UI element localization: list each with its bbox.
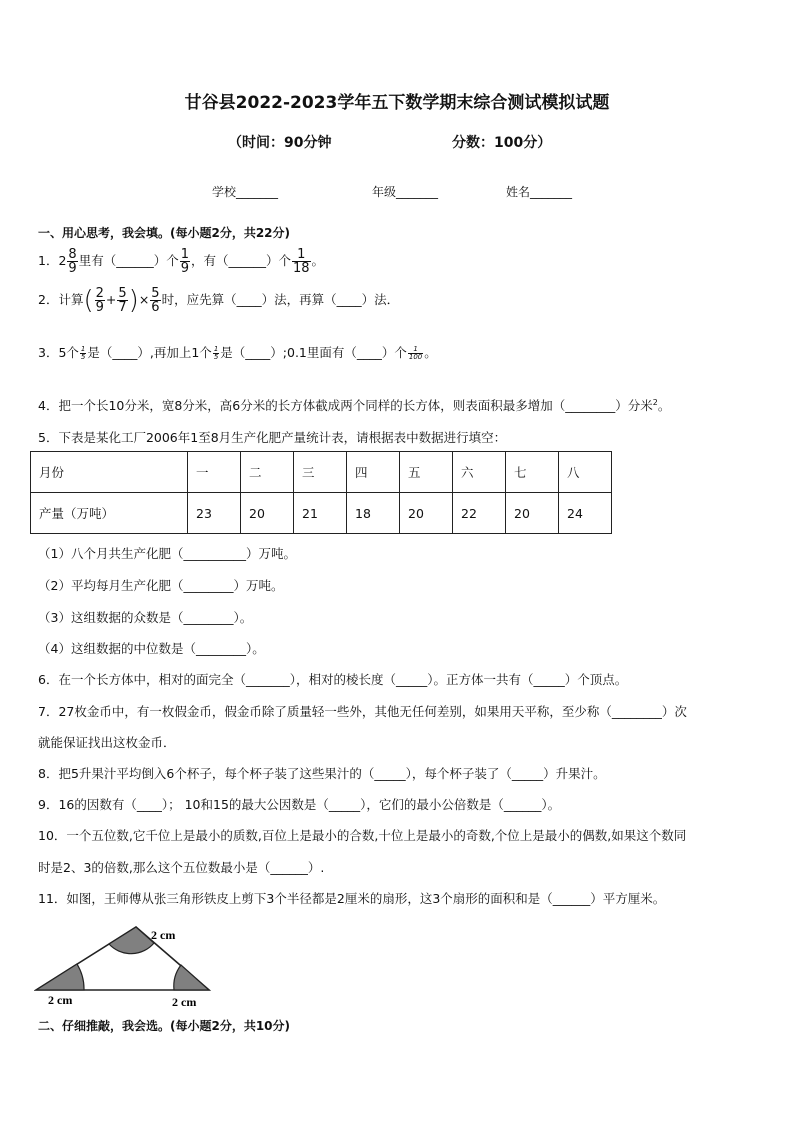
label-top: 2 cm bbox=[151, 928, 176, 942]
question-6: 6．在一个长方体中，相对的面完全（_______），相对的棱长度（_____）。正方体一共有（_____）个顶点。 bbox=[38, 672, 628, 687]
fraction: $\frac{8}{9}$ bbox=[68, 247, 77, 276]
table-row bbox=[31, 452, 612, 493]
question-5-part-4: （4）这组数据的中位数是（________）。 bbox=[38, 641, 265, 656]
table-cell: 七 bbox=[506, 452, 559, 493]
table-cell: 20 bbox=[506, 493, 559, 534]
table-cell: 23 bbox=[188, 493, 241, 534]
fraction: $\frac{1}{5}$ bbox=[213, 345, 219, 361]
table-cell: 四 bbox=[347, 452, 400, 493]
table-cell: 20 bbox=[241, 493, 294, 534]
table-cell: 一 bbox=[188, 452, 241, 493]
fraction: $\frac{5}{7}$ bbox=[118, 286, 127, 315]
section-1-heading: 一、用心思考，我会填。(每小题2分，共22分) bbox=[38, 226, 291, 240]
school-field: 学校_______ bbox=[212, 185, 279, 199]
question-1: 1．2 $\frac{8}{9}$ 里有（______）个 $\frac{1}{9}$ ，有（______）个 $\frac{1}{18}$ 。 bbox=[38, 247, 325, 276]
question-5-part-2: （2）平均每月生产化肥（________）万吨。 bbox=[38, 578, 284, 593]
question-11: 11．如图，王师傅从张三角形铁皮上剪下3个半径都是2厘米的扇形，这3个扇形的面积和是（______）平方厘米。 bbox=[38, 891, 666, 906]
name-field: 姓名_______ bbox=[506, 185, 573, 199]
question-3: 3．5个 $\frac{1}{5}$ 是（____）,再加上1个 $\frac{1}{5}$ 是（____）;0.1里面有（____）个 $\frac{1}{100}$ 。 bbox=[38, 345, 437, 361]
sector-top bbox=[109, 927, 154, 954]
sector-right bbox=[174, 965, 209, 990]
table-cell: 24 bbox=[559, 493, 612, 534]
fraction: $\frac{1}{9}$ bbox=[180, 247, 189, 276]
table-cell: 产量（万吨） bbox=[31, 493, 188, 534]
question-2: 2．计算( $\frac{2}{9}$ + $\frac{5}{7}$ )× $\frac{5}{6}$ 时，应先算（____）法，再算（____）法． bbox=[38, 285, 400, 316]
question-5-part-3: （3）这组数据的众数是（________）。 bbox=[38, 610, 253, 625]
section-2-heading: 二、仔细推敲，我会选。(每小题2分，共10分) bbox=[38, 1019, 291, 1033]
page-title: 甘谷县2022-2023学年五下数学期末综合测试模拟试题 bbox=[184, 93, 610, 113]
table-cell: 六 bbox=[453, 452, 506, 493]
fraction: $\frac{1}{100}$ bbox=[408, 345, 423, 361]
table-row bbox=[31, 493, 612, 534]
table-cell: 18 bbox=[347, 493, 400, 534]
exam-score: 分数：100分） bbox=[452, 135, 552, 151]
fraction: $\frac{2}{9}$ bbox=[95, 286, 104, 315]
table-cell: 二 bbox=[241, 452, 294, 493]
table-cell: 月份 bbox=[31, 452, 188, 493]
fraction: $\frac{1}{18}$ bbox=[293, 247, 310, 276]
question-9: 9．16的因数有（____）； 10和15的最大公因数是（_____），它们的最小公倍数是（______）。 bbox=[38, 797, 561, 812]
label-left: 2 cm bbox=[48, 993, 73, 1007]
table-cell: 20 bbox=[400, 493, 453, 534]
question-10-cont: 时是2、3的倍数,那么这个五位数最小是（______）. bbox=[38, 860, 325, 875]
exam-time: （时间：90分钟 bbox=[228, 135, 332, 151]
production-table bbox=[30, 451, 612, 534]
question-5-part-1: （1）八个月共生产化肥（__________）万吨。 bbox=[38, 546, 296, 561]
table-cell: 八 bbox=[559, 452, 612, 493]
label-right: 2 cm bbox=[172, 995, 197, 1009]
fraction: $\frac{5}{6}$ bbox=[151, 286, 160, 315]
question-7: 7．27枚金币中，有一枚假金币，假金币除了质量轻一些外，其他无任何差别，如果用天平称，至少称（________）次 bbox=[38, 704, 687, 719]
question-5: 5．下表是某化工厂2006年1至8月生产化肥产量统计表，请根据表中数据进行填空： bbox=[38, 430, 507, 445]
fraction: $\frac{1}{5}$ bbox=[80, 345, 86, 361]
question-8: 8．把5升果汁平均倒入6个杯子，每个杯子装了这些果汁的（_____），每个杯子装了（_____）升果汁。 bbox=[38, 766, 606, 781]
triangle-sector-figure bbox=[34, 920, 224, 1010]
table-cell: 22 bbox=[453, 493, 506, 534]
sector-left bbox=[36, 964, 84, 990]
question-10: 10．一个五位数,它千位上是最小的质数,百位上是最小的合数,十位上是最小的奇数,个位上是最小的偶数,如果这个数同 bbox=[38, 828, 687, 843]
table-cell: 三 bbox=[294, 452, 347, 493]
grade-field: 年级_______ bbox=[372, 185, 439, 199]
question-4: 4．把一个长10分米，宽8分米，高6分米的长方体截成两个同样的长方体，则表面积最多增加（________）分米$^2$。 bbox=[38, 397, 671, 413]
table-cell: 五 bbox=[400, 452, 453, 493]
table-cell: 21 bbox=[294, 493, 347, 534]
question-7-cont: 就能保证找出这枚金币． bbox=[38, 735, 176, 750]
